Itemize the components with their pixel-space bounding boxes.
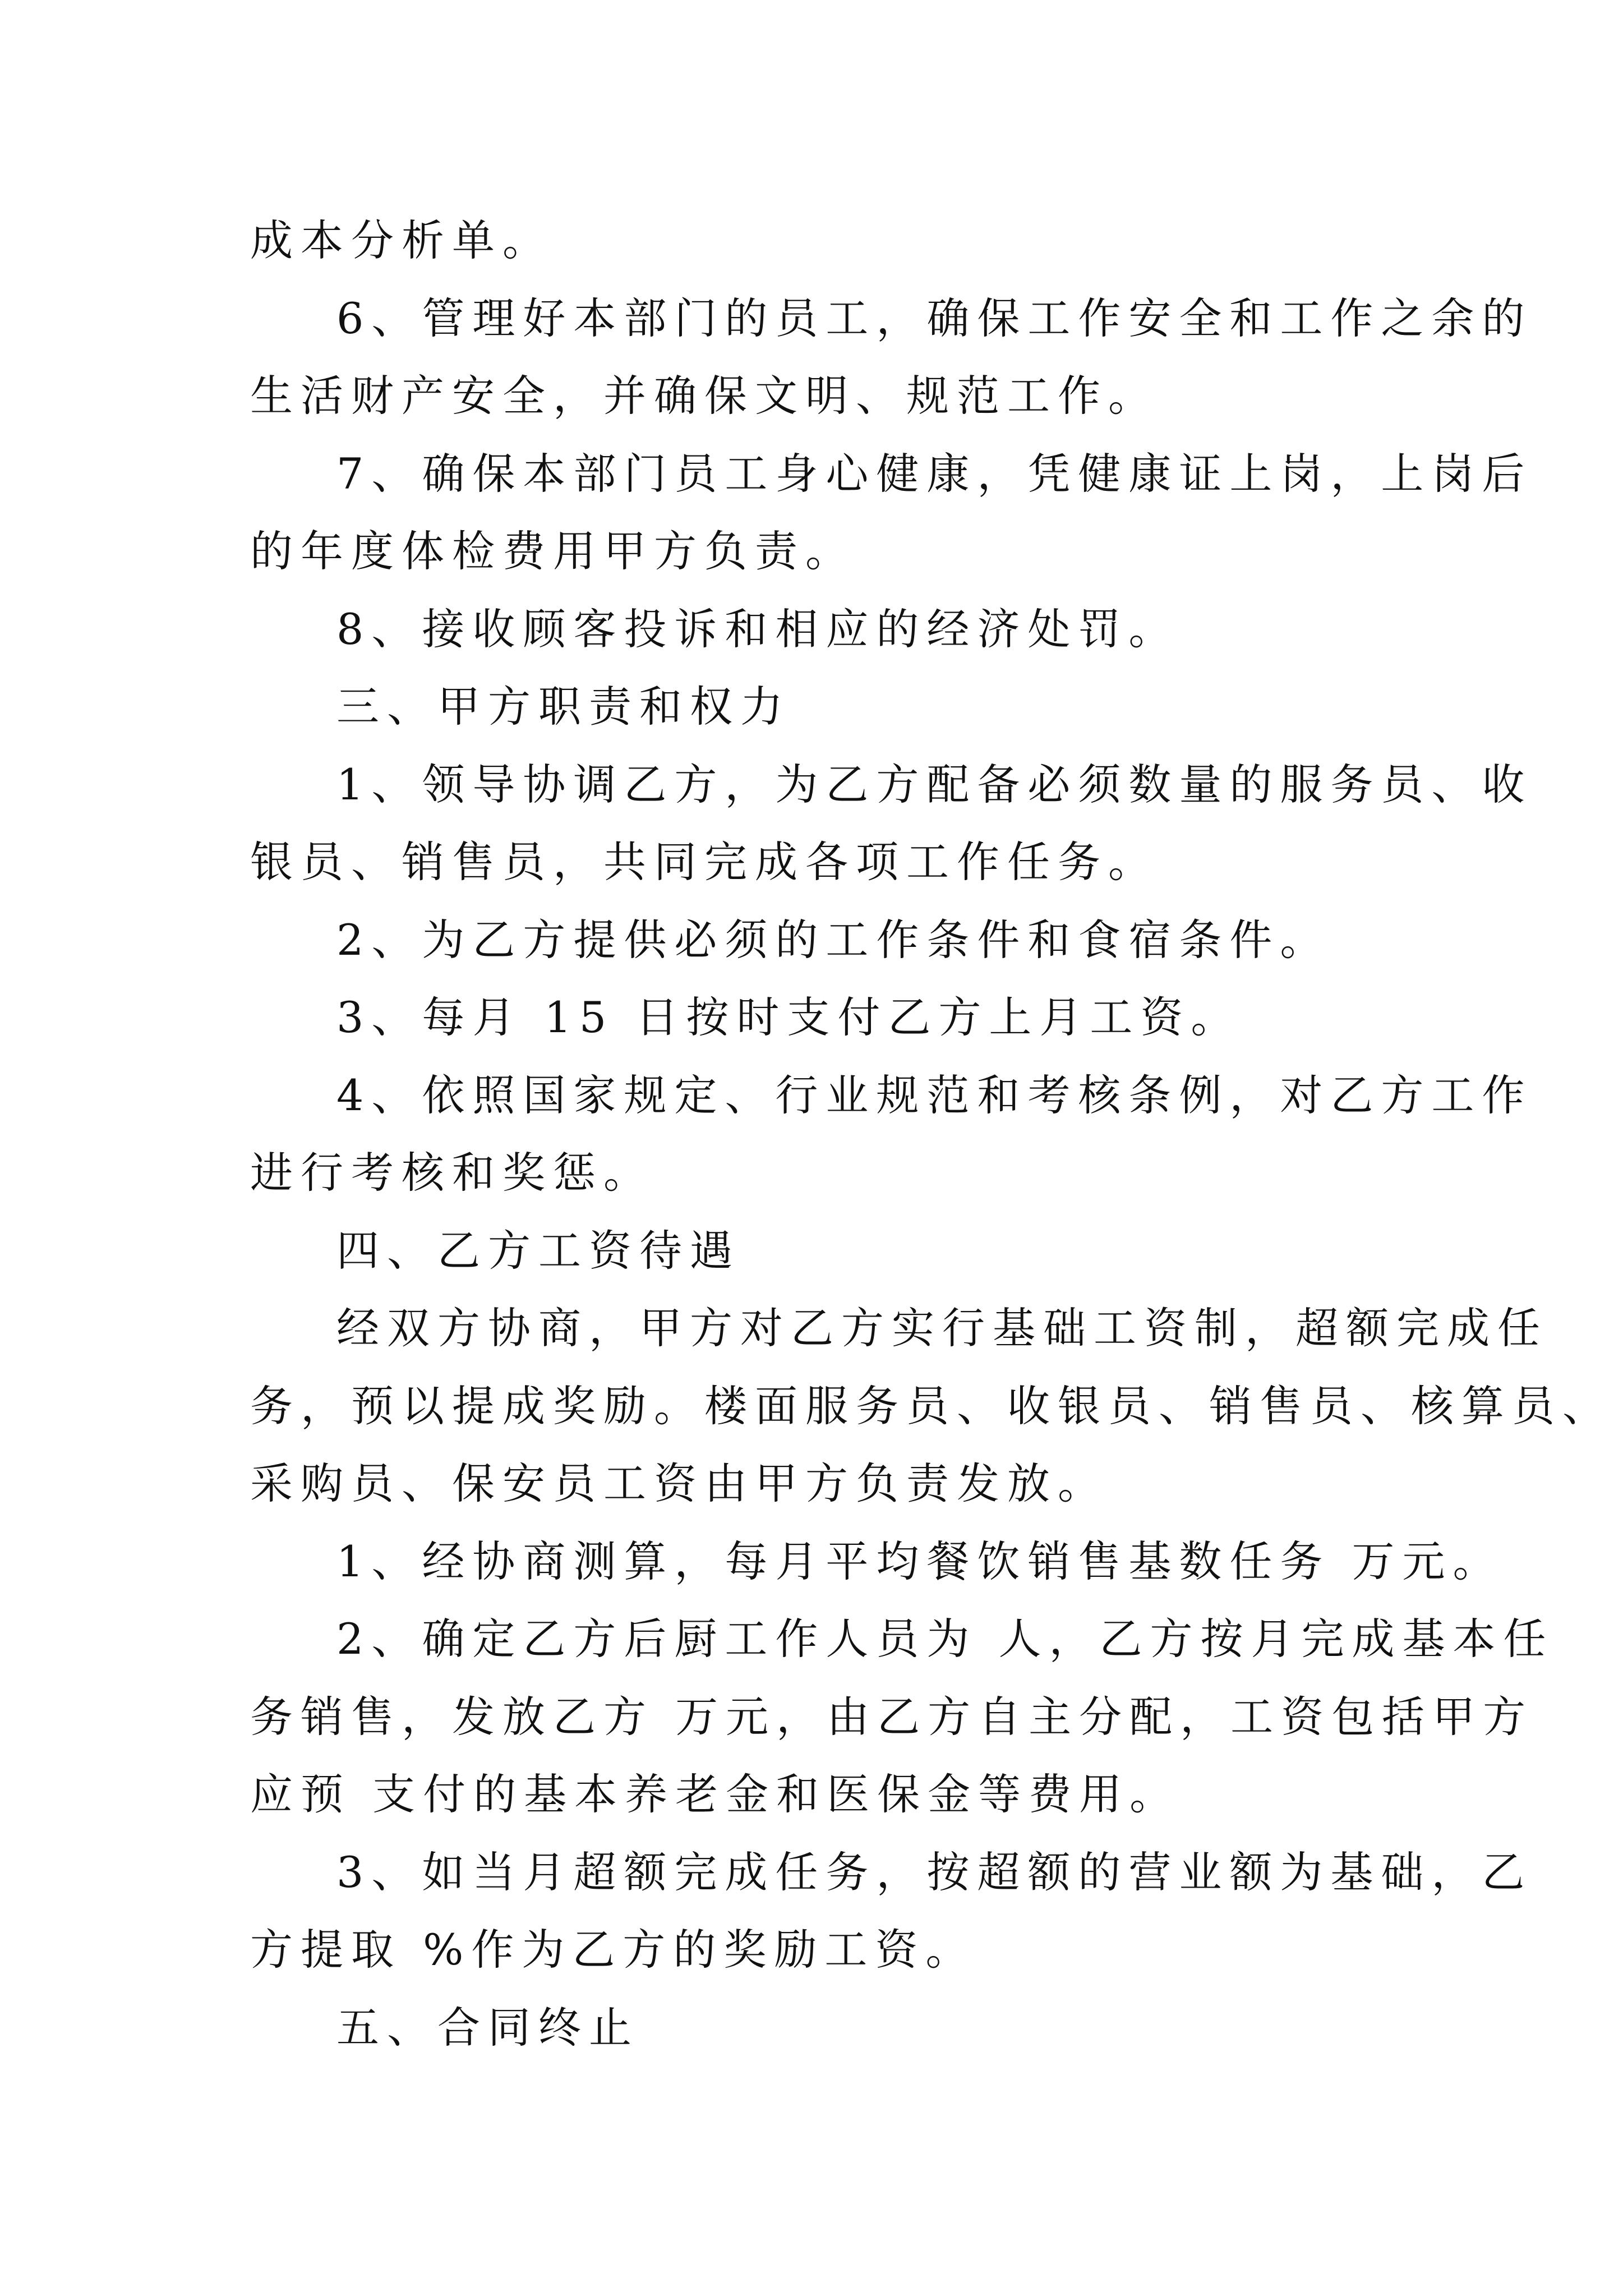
section-heading: 五、合同终止 xyxy=(336,2002,639,2053)
section-heading: 四、乙方工资待遇 xyxy=(336,1225,740,1276)
text-line: 7、确保本部门员工身心健康，凭健康证上岗，上岗后 xyxy=(336,448,1533,499)
text-line: 银员、销售员，共同完成各项工作任务。 xyxy=(250,837,1159,887)
text-line: 务销售，发放乙方 万元，由乙方自主分配，工资包括甲方 xyxy=(250,1691,1534,1742)
text-line: 1、经协商测算，每月平均餐饮销售基数任务 万元。 xyxy=(336,1536,1504,1586)
text-line: 采购员、保安员工资由甲方负责发放。 xyxy=(250,1458,1108,1508)
section-heading: 三、甲方职责和权力 xyxy=(336,682,791,731)
text-line: 3、如当月超额完成任务，按超额的营业额为基础，乙 xyxy=(336,1847,1533,1897)
text-line: 生活财产安全，并确保文明、规范工作。 xyxy=(250,371,1159,421)
text-line: 的年度体检费用甲方负责。 xyxy=(250,526,856,576)
text-line: 应预 支付的基本养老金和医保金等费用。 xyxy=(250,1769,1181,1819)
text-line: 1、领导协调乙方，为乙方配备必须数量的服务员、收 xyxy=(336,759,1533,809)
text-line: 6、管理好本部门的员工，确保工作安全和工作之余的 xyxy=(336,293,1533,343)
text-line: 2、为乙方提供必须的工作条件和食宿条件。 xyxy=(336,914,1331,965)
text-line: 务，预以提成奖励。楼面服务员、收银员、销售员、核算员、 xyxy=(250,1381,1613,1431)
text-line: 进行考核和奖惩。 xyxy=(250,1148,654,1198)
document-body xyxy=(250,202,1613,2067)
text-line: 成本分析单。 xyxy=(250,215,553,265)
text-line: 4、依照国家规定、行业规范和考核条例，对乙方工作 xyxy=(336,1070,1533,1120)
text-line: 2、确定乙方后厨工作人员为 人，乙方按月完成基本任 xyxy=(336,1614,1554,1664)
text-line: 方提取 %作为乙方的奖励工资。 xyxy=(250,1925,976,1975)
text-line: 经双方协商，甲方对乙方实行基础工资制，超额完成任 xyxy=(336,1303,1548,1353)
text-line: 3、每月 15 日按时支付乙方上月工资。 xyxy=(336,992,1242,1042)
text-line: 8、接收顾客投诉和相应的经济处罚。 xyxy=(336,604,1179,654)
